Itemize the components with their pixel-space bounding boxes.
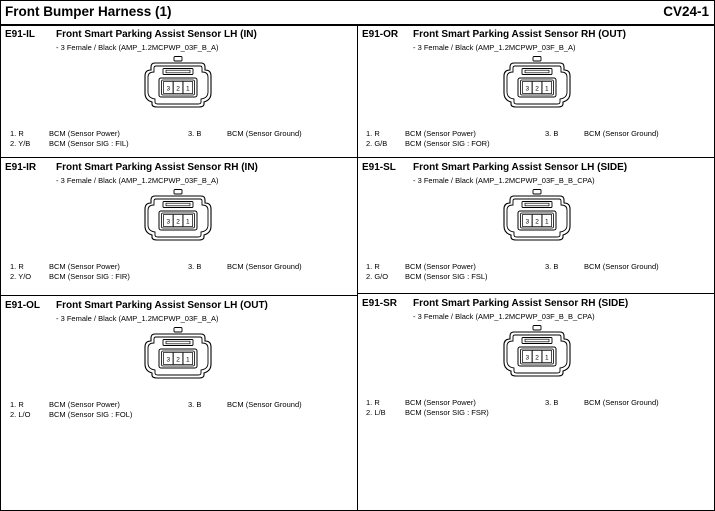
pin-description: BCM (Sensor Ground) (227, 400, 302, 409)
cavity-number: 1 (186, 218, 190, 226)
connector-spec: - 3 Female / Black (AMP_1.2MCPWP_03F_B_B_CPA) (413, 312, 595, 321)
cavity-number: 3 (525, 354, 530, 362)
connector-section-e91-ol (0, 296, 357, 511)
pin-wire: 3. B (545, 129, 559, 138)
page-header (0, 0, 715, 25)
pin-wire: 1. R (366, 129, 380, 138)
connector-spec: - 3 Female / Black (AMP_1.2MCPWP_03F_B_B_CPA) (413, 176, 595, 185)
cavity-number: 2 (535, 218, 539, 226)
connector-spec: - 3 Female / Black (AMP_1.2MCPWP_03F_B_A) (56, 176, 219, 185)
connector-diagram (143, 327, 213, 379)
pin-wire: 2. G/O (366, 272, 389, 281)
connector-title: Front Smart Parking Assist Sensor RH (SIDE) (413, 298, 629, 309)
cavity-number: 3 (525, 85, 530, 93)
pin-wire: 2. Y/O (10, 272, 32, 281)
connector-diagram (143, 56, 213, 108)
pin-description: BCM (Sensor SIG : FOL) (49, 410, 133, 419)
pin-wire: 3. B (188, 400, 202, 409)
pin-wire: 3. B (545, 398, 559, 407)
cavity-number: 1 (186, 85, 190, 93)
connector-title: Front Smart Parking Assist Sensor RH (OUT) (413, 29, 626, 40)
connector-spec: - 3 Female / Black (AMP_1.2MCPWP_03F_B_A) (56, 314, 219, 323)
pin-wire: 2. L/O (10, 410, 31, 419)
connector-code: E91-IL (5, 29, 36, 40)
connector-code: E91-SR (362, 298, 398, 309)
cavity-number: 2 (535, 85, 539, 93)
pin-wire: 1. R (10, 262, 24, 271)
pin-wire: 3. B (188, 129, 202, 138)
connector-diagram (502, 56, 572, 108)
pin-description: BCM (Sensor Power) (49, 400, 120, 409)
pin-description: BCM (Sensor SIG : FIL) (49, 139, 129, 148)
connector-code: E91-SL (362, 162, 396, 173)
cavity-number: 1 (186, 356, 190, 364)
pin-wire: 1. R (10, 129, 24, 138)
pin-wire: 1. R (10, 400, 24, 409)
pin-description: BCM (Sensor SIG : FSL) (405, 272, 488, 281)
pin-wire: 3. B (545, 262, 559, 271)
page-title: Front Bumper Harness (1) (5, 4, 172, 19)
connector-title: Front Smart Parking Assist Sensor RH (IN) (56, 162, 258, 173)
cavity-number: 2 (176, 218, 180, 226)
connector-section-e91-sr (358, 294, 715, 511)
pin-description: BCM (Sensor SIG : FIR) (49, 272, 130, 281)
pin-wire: 1. R (366, 262, 380, 271)
pin-description: BCM (Sensor Power) (49, 262, 120, 271)
cavity-number: 1 (545, 354, 549, 362)
pin-description: BCM (Sensor Power) (405, 262, 476, 271)
pin-wire: 2. Y/B (10, 139, 31, 148)
connector-title: Front Smart Parking Assist Sensor LH (SIDE) (413, 162, 628, 173)
cavity-number: 2 (176, 356, 180, 364)
connector-spec: - 3 Female / Black (AMP_1.2MCPWP_03F_B_A) (56, 43, 219, 52)
pin-description: BCM (Sensor Power) (405, 398, 476, 407)
connector-section-e91-il (0, 25, 357, 158)
pin-description: BCM (Sensor SIG : FSR) (405, 408, 489, 417)
connector-diagram (502, 325, 572, 377)
pin-wire: 3. B (188, 262, 202, 271)
connector-diagram (143, 189, 213, 241)
connector-section-e91-ir (0, 158, 357, 296)
page-code: CV24-1 (663, 4, 709, 19)
pin-description: BCM (Sensor Ground) (584, 262, 659, 271)
connector-code: E91-OL (5, 300, 41, 311)
cavity-number: 1 (545, 85, 549, 93)
pin-description: BCM (Sensor Power) (405, 129, 476, 138)
pin-description: BCM (Sensor Ground) (584, 129, 659, 138)
connector-section-e91-or (358, 25, 715, 158)
cavity-number: 3 (166, 356, 171, 364)
connector-code: E91-IR (5, 162, 37, 173)
connector-code: E91-OR (362, 29, 399, 40)
cavity-number: 2 (176, 85, 180, 93)
cavity-number: 3 (166, 85, 171, 93)
cavity-number: 3 (166, 218, 171, 226)
cavity-number: 1 (545, 218, 549, 226)
pin-description: BCM (Sensor Ground) (227, 262, 302, 271)
cavity-number: 3 (525, 218, 530, 226)
connector-section-e91-sl (358, 158, 715, 294)
pin-description: BCM (Sensor Power) (49, 129, 120, 138)
connector-diagram (502, 189, 572, 241)
connector-title: Front Smart Parking Assist Sensor LH (OUT) (56, 300, 268, 311)
pin-description: BCM (Sensor SIG : FOR) (405, 139, 490, 148)
pin-description: BCM (Sensor Ground) (227, 129, 302, 138)
connector-title: Front Smart Parking Assist Sensor LH (IN) (56, 29, 257, 40)
pin-wire: 1. R (366, 398, 380, 407)
pin-description: BCM (Sensor Ground) (584, 398, 659, 407)
pin-wire: 2. L/B (366, 408, 386, 417)
connector-spec: - 3 Female / Black (AMP_1.2MCPWP_03F_B_A) (413, 43, 576, 52)
pin-wire: 2. G/B (366, 139, 388, 148)
cavity-number: 2 (535, 354, 539, 362)
